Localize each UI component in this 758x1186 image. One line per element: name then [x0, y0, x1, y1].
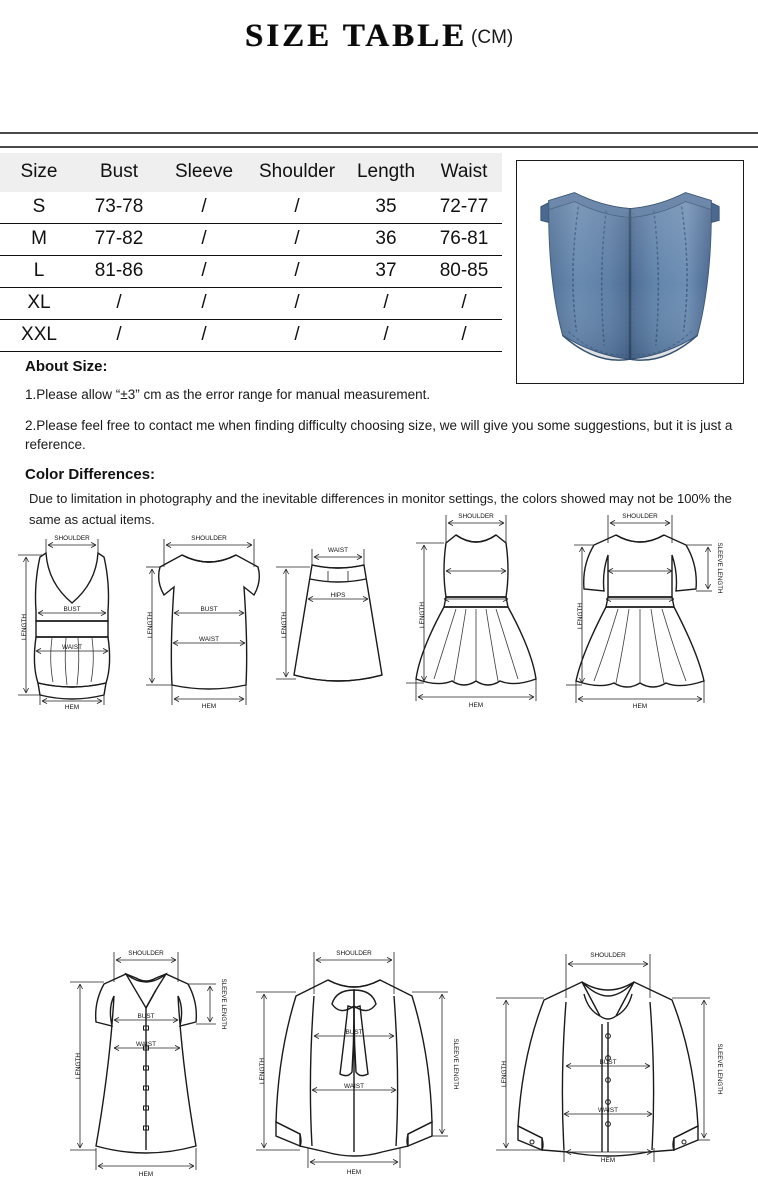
label-hem: HEM	[632, 703, 648, 710]
page-title-unit: (CM)	[471, 27, 514, 48]
label-length: LENGTH	[259, 1058, 266, 1084]
label-length: LENGTH	[147, 612, 154, 638]
cell-bust: 81-86	[78, 256, 160, 288]
table-row	[0, 224, 502, 256]
cell-bust: 73-78	[94, 196, 144, 217]
diagram-shirt-dress	[58, 946, 254, 1186]
cell-waist: /	[426, 288, 502, 320]
about-size-section	[25, 358, 745, 530]
label-shoulder: SHOULDER	[458, 513, 494, 520]
diagram-button-up-shirt	[488, 946, 734, 1186]
column-header-bust: Bust	[78, 153, 160, 192]
cell-shoulder: /	[248, 288, 346, 320]
cell-size: L	[0, 256, 78, 288]
label-sleeve-length: SLEEVE LENGTH	[220, 978, 227, 1030]
label-length: LENGTH	[501, 1061, 508, 1087]
cell-waist: 80-85	[426, 256, 502, 288]
label-length: LENGTH	[419, 602, 426, 628]
label-waist: WAIST	[328, 547, 348, 554]
column-header-shoulder: Shoulder	[248, 153, 346, 192]
cell-sleeve: /	[160, 320, 248, 352]
column-header-sleeve: Sleeve	[160, 153, 248, 192]
label-hem: HEM	[346, 1169, 362, 1176]
cell-bust: /	[78, 320, 160, 352]
label-waist: WAIST	[344, 1083, 364, 1090]
cell-bust: 77-82	[78, 224, 160, 256]
label-sleeve-length: SLEEVE LENGTH	[716, 1043, 723, 1095]
label-hem: HEM	[600, 1157, 616, 1164]
cell-length: 36	[346, 224, 426, 256]
diagram-short-sleeve-tee	[140, 525, 278, 710]
page-title-text: SIZE TABLE	[244, 18, 468, 54]
about-size-note-2: 2.Please feel free to contact me when finding difficulty choosing size, we will give you some suggestions, but it is just a reference.	[25, 418, 733, 453]
cell-shoulder: /	[248, 256, 346, 288]
label-length: LENGTH	[21, 614, 28, 640]
label-shoulder: SHOULDER	[191, 535, 227, 542]
table-row	[0, 192, 502, 224]
label-shoulder: SHOULDER	[336, 950, 372, 957]
label-waist: WAIST	[62, 644, 82, 651]
cell-shoulder: /	[248, 320, 346, 352]
table-row	[0, 256, 502, 288]
size-table	[0, 153, 502, 352]
cell-waist: /	[426, 320, 502, 352]
label-bust: BUST	[137, 1013, 155, 1020]
about-size-note-1: 1.Please allow “±3” cm as the error range for manual measurement.	[25, 387, 431, 402]
cell-size: M	[0, 224, 78, 256]
cell-bust: /	[78, 288, 160, 320]
label-sleeve-length: SLEEVE LENGTH	[716, 542, 723, 594]
diagram-row-1	[0, 505, 758, 720]
cell-shoulder: /	[248, 224, 346, 256]
diagram-sleeveless-dress	[398, 511, 554, 711]
label-shoulder: SHOULDER	[54, 535, 90, 542]
cell-shoulder: /	[294, 196, 300, 217]
diagram-bow-tie-blouse	[252, 946, 474, 1186]
table-row	[0, 320, 502, 352]
label-bust: BUST	[345, 1029, 363, 1036]
cell-length: /	[346, 288, 426, 320]
about-size-heading: About Size:	[25, 358, 108, 375]
label-hem: HEM	[64, 704, 80, 710]
column-header-length: Length	[346, 153, 426, 192]
diagram-short-sleeve-dress	[560, 511, 750, 711]
diagram-camisole-corset	[8, 525, 138, 710]
label-bust: BUST	[200, 606, 218, 613]
label-hips: HIPS	[330, 592, 346, 599]
cell-waist: 76-81	[426, 224, 502, 256]
diagram-row-2	[0, 720, 758, 1178]
cell-sleeve: /	[160, 256, 248, 288]
color-differences-heading: Color Differences:	[25, 466, 156, 484]
diagram-mini-skirt	[276, 537, 400, 702]
label-waist: WAIST	[199, 636, 219, 643]
cell-size: S	[32, 196, 46, 217]
cell-waist: 72-77	[439, 196, 489, 217]
product-image	[516, 160, 744, 384]
column-header-waist: Waist	[426, 153, 502, 192]
divider-bottom	[0, 146, 758, 148]
cell-sleeve: /	[160, 224, 248, 256]
cell-size: XXL	[0, 320, 78, 352]
label-length: LENGTH	[577, 603, 584, 629]
label-waist: WAIST	[598, 1107, 618, 1114]
label-bust: BUST	[63, 606, 81, 613]
label-hem: HEM	[468, 702, 484, 709]
label-hem: HEM	[201, 703, 217, 710]
label-shoulder: SHOULDER	[622, 513, 658, 520]
label-length: LENGTH	[75, 1053, 82, 1079]
label-sleeve-length: SLEEVE LENGTH	[452, 1038, 459, 1090]
divider-top	[0, 132, 758, 134]
cell-length: 37	[346, 256, 426, 288]
measurement-diagrams	[0, 505, 758, 1178]
label-shoulder: SHOULDER	[128, 950, 164, 957]
denim-corset-illustration	[517, 161, 743, 383]
cell-sleeve: /	[201, 196, 207, 217]
label-length: LENGTH	[281, 612, 288, 638]
color-differences-note: Due to limitation in photography and the inevitable differences in monitor settings, the colors showed may not be 100% the same as actual items.	[29, 491, 732, 527]
page-title	[0, 18, 758, 55]
cell-sleeve: /	[160, 288, 248, 320]
column-header-size: Size	[0, 153, 78, 192]
cell-size: XL	[0, 288, 78, 320]
label-shoulder: SHOULDER	[590, 952, 626, 959]
label-waist: WAIST	[136, 1041, 156, 1048]
table-header-row	[0, 153, 502, 192]
table-row	[0, 288, 502, 320]
label-bust: BUST	[599, 1059, 617, 1066]
cell-length: /	[346, 320, 426, 352]
cell-length: 35	[375, 196, 397, 217]
label-hem: HEM	[138, 1171, 154, 1178]
